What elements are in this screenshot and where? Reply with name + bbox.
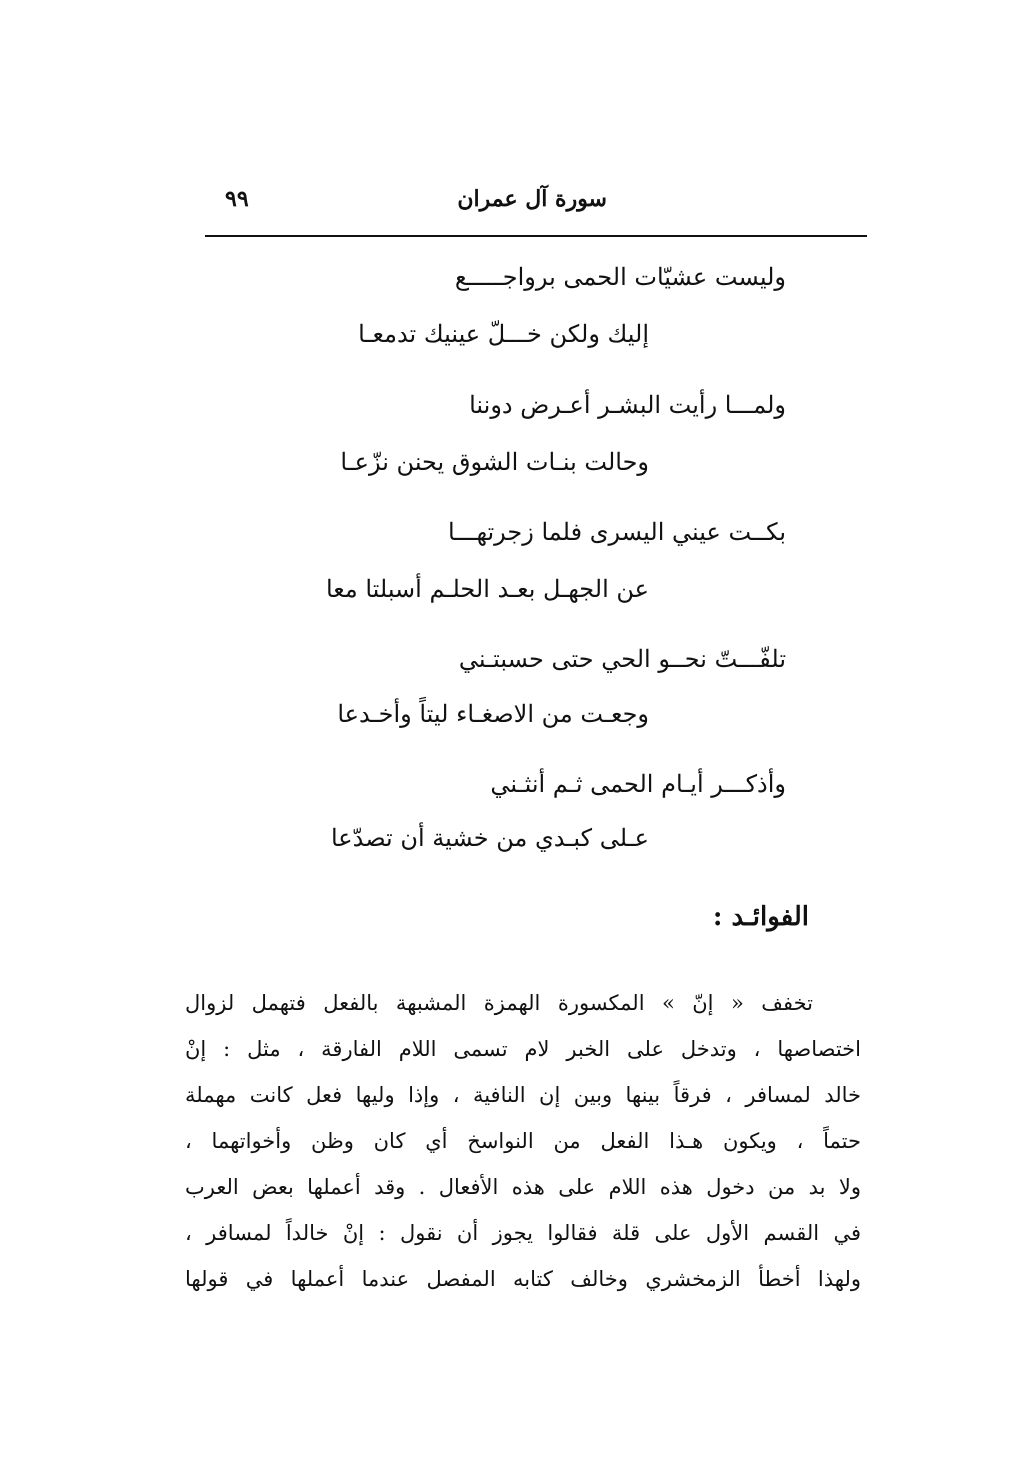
verse-2-second-half: وحالت بنـات الشوق يحنن نزّعـا: [340, 448, 649, 476]
verse-3-first-half: بكــت عيني اليسرى فلما زجرتهـــا: [448, 518, 786, 546]
fawaid-paragraph: [185, 980, 861, 1302]
verse-1-first-half: وليست عشيّات الحمى برواجـــــع: [454, 263, 786, 291]
paragraph-line: ولا بد من دخول هذه اللام على هذه الأفعال . وقد أعملها بعض العرب: [185, 1175, 861, 1199]
paragraph-line: ولهذا أخطأ الزمخشري وخالف كتابه المفصل عندما أعملها في قولها: [185, 1267, 861, 1291]
paragraph-line: خالد لمسافر ، فرقاً بينها وبين إن النافية ، وإذا وليها فعل كانت مهملة: [185, 1083, 861, 1107]
paragraph-line: في القسم الأول على قلة فقالوا يجوز أن نقول : إنْ خالداً لمسافر ،: [185, 1221, 861, 1245]
page-number: ٩٩: [225, 186, 249, 212]
verse-1-second-half: إليك ولكن خـــلّ عينيك تدمعـا: [358, 320, 649, 348]
verse-3-second-half: عن الجهـل بعـد الحلـم أسبلتا معا: [325, 575, 649, 603]
surah-title: سورة آل عمران: [457, 186, 607, 212]
verse-2-first-half: ولمـــا رأيت البشـر أعـرض دوننا: [469, 391, 786, 419]
fawaid-heading: الفوائـد :: [712, 902, 809, 932]
paragraph-line: تخفف « إنّ » المكسورة الهمزة المشبهة بالفعل فتهمل لزوال: [185, 991, 813, 1015]
verse-5-second-half: عـلى كبـدي من خشية أن تصدّعا: [330, 824, 649, 852]
verse-4-second-half: وجعـت من الاصغـاء ليتاً وأخـدعا: [337, 700, 649, 728]
paragraph-line: حتماً ، ويكون هـذا الفعل من النواسخ أي كان وظن وأخواتهما ،: [185, 1129, 861, 1153]
paragraph-line: اختصاصها ، وتدخل على الخبر لام تسمى اللام الفارقة ، مثل : إنْ: [185, 1037, 861, 1061]
verse-5-first-half: وأذكـــر أيـام الحمى ثـم أنثـني: [490, 770, 786, 798]
verse-4-first-half: تلفّـــتّ نحــو الحي حتى حسبتـني: [458, 645, 786, 673]
